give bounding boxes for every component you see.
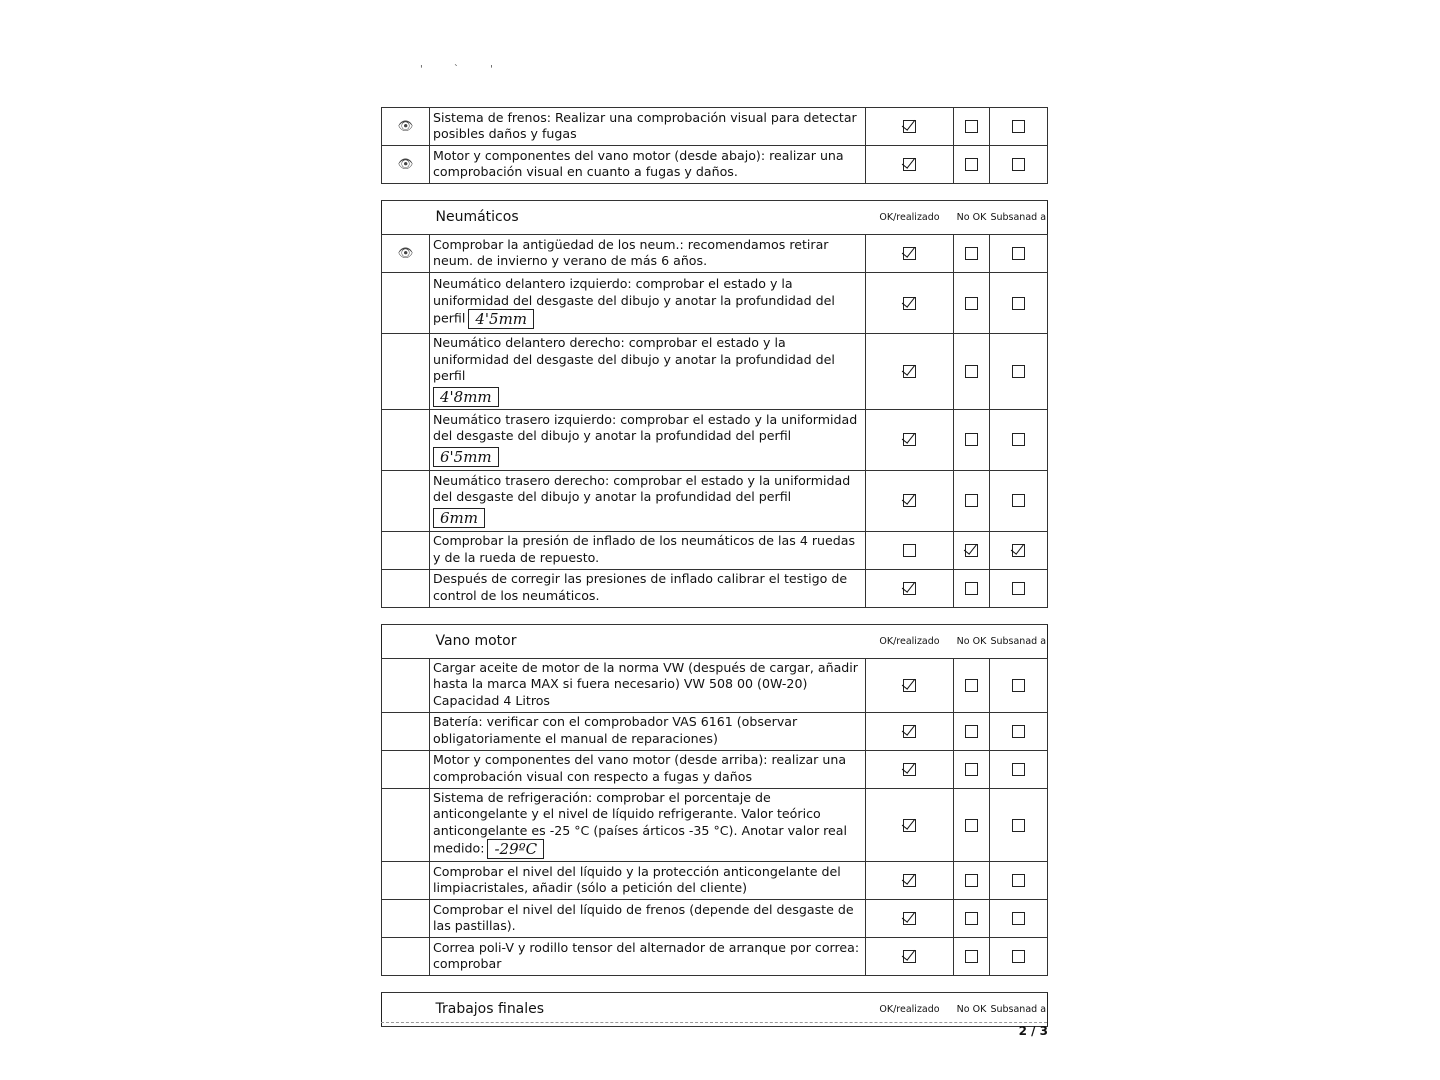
no-ok-checkbox[interactable] [965,819,978,832]
item-text: Batería: verificar con el comprobador VAS 6161 (observar obligatoriamente el manual de reparaciones) [430,712,866,750]
inspection-sheet [381,107,1047,1027]
item-text: Sistema de refrigeración: comprobar el porcentaje de anticongelante y el nivel de líquido refrigerante. Valor teórico anticongelante es -25 °C (países árticos -35 °C). Anotar valor real medido: [433,789,848,856]
ok-checkbox[interactable] [903,433,916,446]
col-ok-label: OK/realizado [866,201,954,235]
fixed-checkbox[interactable] [1012,950,1025,963]
section-header [382,624,1048,658]
ok-checkbox[interactable] [903,365,916,378]
top-checks-table [381,107,1048,184]
engine-bay-table [381,624,1048,977]
table-row [382,750,1048,788]
table-row [382,569,1048,607]
no-ok-checkbox[interactable] [965,874,978,887]
section-title: Neumáticos [430,201,866,235]
table-row [382,531,1048,569]
page-number: 2 / 3 [1018,1024,1048,1038]
fixed-checkbox[interactable] [1012,158,1025,171]
ok-checkbox[interactable] [903,763,916,776]
fixed-checkbox[interactable] [1012,582,1025,595]
fixed-checkbox[interactable] [1012,297,1025,310]
col-sub-label: Subsanad a [990,201,1048,235]
coolant-value-field[interactable]: -29ºC [487,839,544,859]
fixed-checkbox[interactable] [1012,544,1025,557]
fixed-checkbox[interactable] [1012,763,1025,776]
no-ok-checkbox[interactable] [965,365,978,378]
fixed-checkbox[interactable] [1012,120,1025,133]
no-ok-checkbox[interactable] [965,582,978,595]
fixed-checkbox[interactable] [1012,725,1025,738]
ok-checkbox[interactable] [903,158,916,171]
ok-checkbox[interactable] [903,950,916,963]
ok-checkbox[interactable] [903,582,916,595]
col-no-label: No OK [954,993,990,1027]
item-cell [430,470,866,531]
item-text: Neumático trasero derecho: comprobar el estado y la uniformidad del desgaste del dibujo y anotar la profundidad del perfil [433,472,851,504]
item-text: Cargar aceite de motor de la norma VW (después de cargar, añadir hasta la marca MAX si fuera necesario) VW 508 00 (0W-20) Capacidad 4 Litros [430,658,866,712]
table-row [382,900,1048,938]
ok-checkbox[interactable] [903,874,916,887]
no-ok-checkbox[interactable] [965,433,978,446]
item-text: Neumático delantero derecho: comprobar el estado y la uniformidad del desgaste del dibujo y anotar la profundidad del perfil [433,335,835,383]
col-no-label: No OK [954,201,990,235]
item-text: Neumático trasero izquierdo: comprobar el estado y la uniformidad del desgaste del dibujo y anotar la profundidad del perfil [433,411,858,443]
item-text: Comprobar el nivel del líquido de frenos (depende del desgaste de las pastillas). [430,900,866,938]
no-ok-checkbox[interactable] [965,912,978,925]
fixed-checkbox[interactable] [1012,433,1025,446]
table-row [382,146,1048,184]
table-row [382,235,1048,273]
ok-checkbox[interactable] [903,912,916,925]
table-row [382,273,1048,334]
no-ok-checkbox[interactable] [965,494,978,507]
table-row [382,334,1048,410]
ok-checkbox[interactable] [903,725,916,738]
col-ok-label: OK/realizado [866,624,954,658]
tread-depth-field[interactable]: 6mm [433,508,485,528]
fixed-checkbox[interactable] [1012,679,1025,692]
item-text: Comprobar la antigüedad de los neum.: recomendamos retirar neum. de invierno y verano de más 6 años. [430,235,866,273]
section-title: Trabajos finales [430,993,866,1027]
ok-checkbox[interactable] [903,247,916,260]
ok-checkbox[interactable] [903,297,916,310]
footer-divider [381,1022,1047,1023]
item-text: Sistema de frenos: Realizar una comprobación visual para detectar posibles daños y fugas [430,108,866,146]
item-text: Comprobar el nivel del líquido y la protección anticongelante del limpiacristales, añadir (sólo a petición del cliente) [430,862,866,900]
no-ok-checkbox[interactable] [965,950,978,963]
fixed-checkbox[interactable] [1012,819,1025,832]
item-cell [430,273,866,334]
col-sub-label: Subsanad a [990,993,1048,1027]
section-title: Vano motor [430,624,866,658]
item-text: Comprobar la presión de inflado de los neumáticos de las 4 ruedas y de la rueda de repuesto. [430,531,866,569]
table-row [382,658,1048,712]
table-row [382,938,1048,976]
fixed-checkbox[interactable] [1012,247,1025,260]
no-ok-checkbox[interactable] [965,763,978,776]
item-text: Neumático delantero izquierdo: comprobar el estado y la uniformidad del desgaste del dibujo y anotar la profundidad del perfil [433,276,835,326]
ok-checkbox[interactable] [903,819,916,832]
item-text: Motor y componentes del vano motor (desde arriba): realizar una comprobación visual con respecto a fugas y daños [430,750,866,788]
section-header [382,201,1048,235]
no-ok-checkbox[interactable] [965,297,978,310]
table-row [382,788,1048,862]
fixed-checkbox[interactable] [1012,365,1025,378]
no-ok-checkbox[interactable] [965,158,978,171]
fixed-checkbox[interactable] [1012,874,1025,887]
tires-table [381,200,1048,608]
fixed-checkbox[interactable] [1012,912,1025,925]
item-cell [430,334,866,410]
tread-depth-field[interactable]: 4'5mm [468,309,534,329]
scan-specks: ' ` ' [420,64,507,75]
table-row [382,712,1048,750]
no-ok-checkbox[interactable] [965,725,978,738]
col-no-label: No OK [954,624,990,658]
ok-checkbox[interactable] [903,494,916,507]
col-sub-label: Subsanad a [990,624,1048,658]
table-row [382,470,1048,531]
ok-checkbox[interactable] [903,544,916,557]
item-cell [430,788,866,862]
eye-icon: 👁 [382,235,430,273]
tread-depth-field[interactable]: 6'5mm [433,447,499,467]
table-row [382,409,1048,470]
no-ok-checkbox[interactable] [965,679,978,692]
ok-checkbox[interactable] [903,120,916,133]
item-cell [430,409,866,470]
eye-icon: 👁 [382,146,430,184]
item-text: Correa poli-V y rodillo tensor del alternador de arranque por correa: comprobar [430,938,866,976]
no-ok-checkbox[interactable] [965,247,978,260]
no-ok-checkbox[interactable] [965,120,978,133]
fixed-checkbox[interactable] [1012,494,1025,507]
no-ok-checkbox[interactable] [965,544,978,557]
table-row [382,108,1048,146]
item-text: Después de corregir las presiones de inflado calibrar el testigo de control de los neumáticos. [430,569,866,607]
col-ok-label: OK/realizado [866,993,954,1027]
table-row [382,862,1048,900]
ok-checkbox[interactable] [903,679,916,692]
tread-depth-field[interactable]: 4'8mm [433,387,499,407]
item-text: Motor y componentes del vano motor (desde abajo): realizar una comprobación visual en cuanto a fugas y daños. [430,146,866,184]
eye-icon: 👁 [382,108,430,146]
